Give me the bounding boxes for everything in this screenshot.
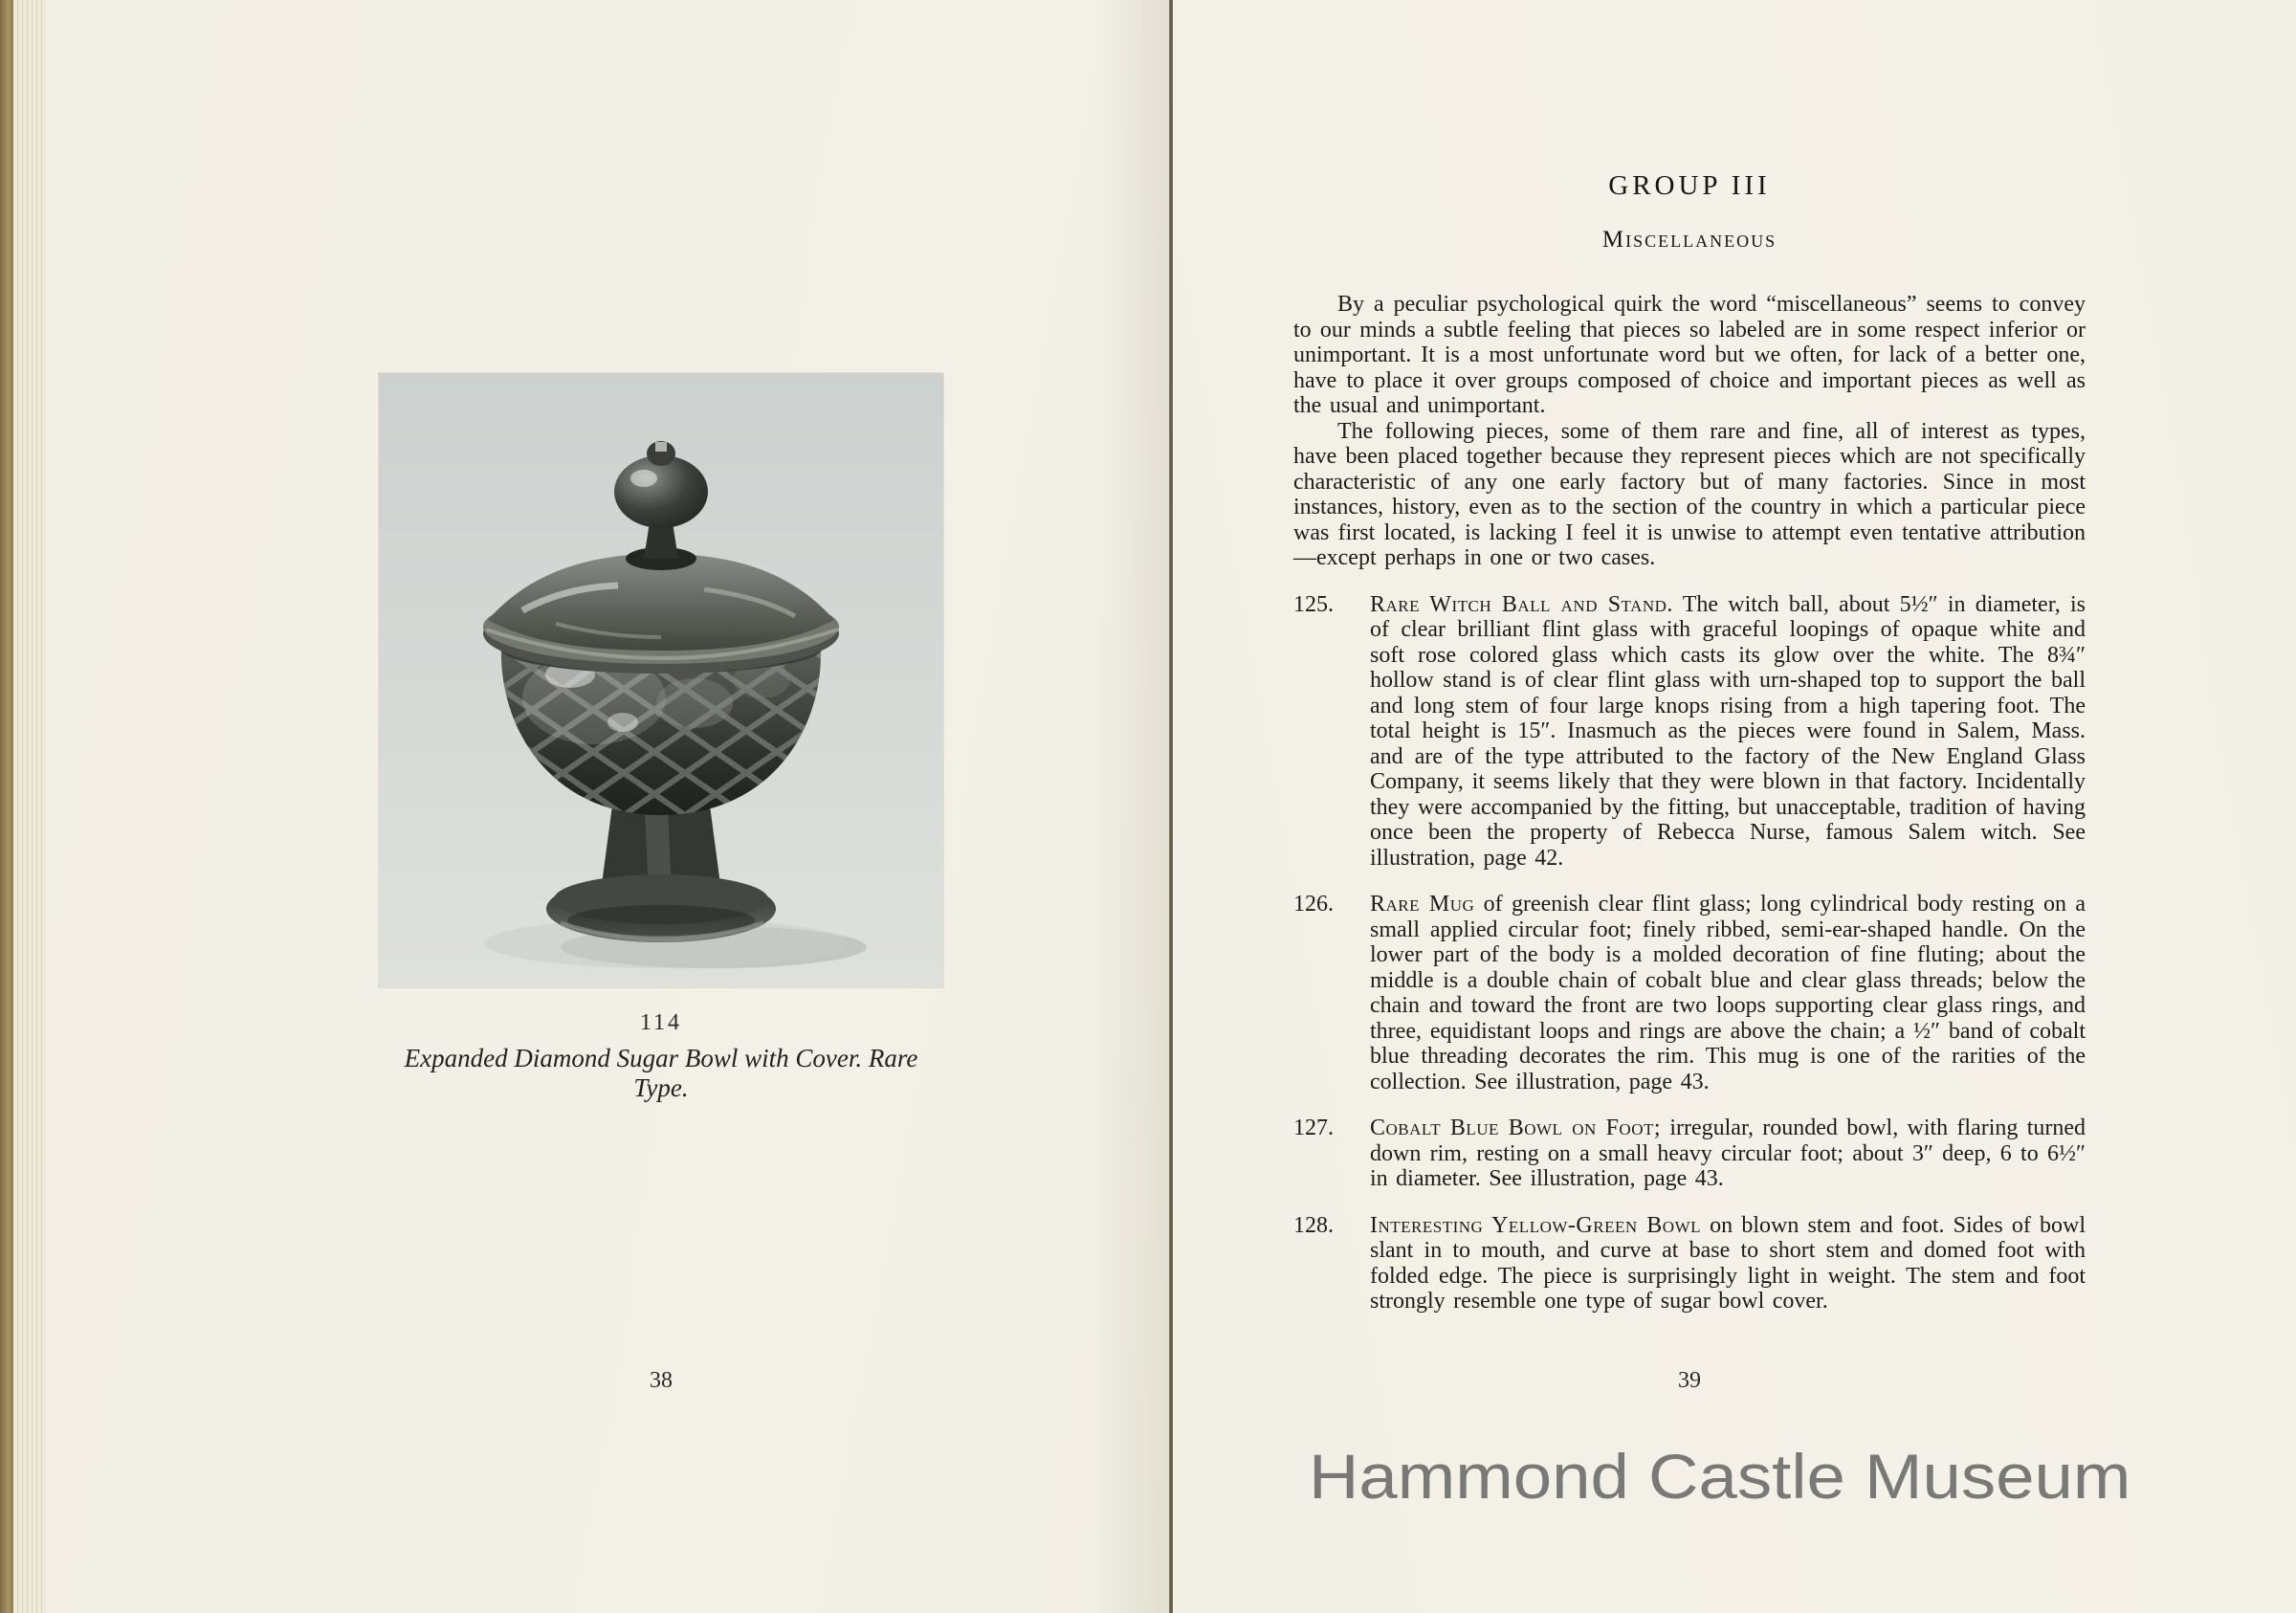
entry-title: Rare Mug — [1370, 892, 1475, 917]
group-title: GROUP III — [1608, 170, 1771, 201]
entry-number: 128. — [1293, 1212, 1334, 1238]
entry-text: on blown stem and foot. Sides of bowl slant in to mouth, and curve at base to short stem and domed foot with folded edge. The piece is surprisingly light in weight. The stem and foot strongly resemble one type of sugar bowl cover. — [1370, 1212, 2086, 1314]
entry-title: Interesting Yellow-Green Bowl — [1370, 1212, 1701, 1238]
entry-text: of greenish clear flint glass; long cylindrical body resting on a small applied circular foot; finely ribbed, semi-ear-shaped handle. On the lower part of the body is a molded decoration of fine fluting; about the middle is a double chain of cobalt blue and clear glass threads; below the chain and toward the front are two loops supporting clear glass rings, and three, equidistant loops and rings are above the chain; a ½″ band of cobalt blue threading decorates the rim. This mug is one of the rarities of the collection. See illustration, page 43. — [1370, 892, 2086, 1094]
page-stack-edge — [13, 0, 46, 1613]
right-page — [1173, 0, 2296, 1613]
sugar-bowl-photo-drawing — [379, 373, 943, 987]
right-page-number: 39 — [1678, 1368, 1701, 1393]
entry-text: irregular, rounded bowl, with flaring turned down rim, resting on a small heavy circular foot; about 3″ deep, 6 to 6½″ in diameter. See illustration, page 43. — [1370, 1116, 2086, 1191]
entry-title: Rare Witch Ball and Stand. — [1370, 591, 1673, 617]
gutter-shadow — [1093, 0, 1169, 1613]
section-title: Miscellaneous — [1601, 227, 1777, 253]
figure-caption: Expanded Diamond Sugar Bowl with Cover. Rare Type. — [404, 1044, 918, 1102]
entry-number: 127. — [1293, 1116, 1334, 1140]
entry-number: 125. — [1293, 591, 1334, 617]
figure-number: 114 — [639, 1010, 683, 1035]
left-page-number: 38 — [650, 1368, 673, 1393]
text-column — [1293, 170, 2086, 1315]
sugar-bowl-photo — [379, 373, 943, 987]
intro-paragraph: The following pieces, some of them rare and fine, all of interest as types, have been placed together because they represent pieces which are not specifically characteristic of any one early factory but of many factories. Since in most instances, history, even as to the section of the country in which a particular piece was first located, is lacking I feel it is unwise to attempt even tentative attribution—except perhaps in one or two cases. — [1293, 418, 2086, 570]
book-cover-edge — [0, 0, 13, 1613]
figure-block — [379, 373, 943, 1103]
catalog-entry-128 — [1293, 1213, 2086, 1315]
catalog-entry-126 — [1293, 892, 2086, 1094]
entry-text: The witch ball, about 5½″ in diameter, is of clear brilliant flint glass with graceful loopings of opaque white and soft rose colored glass which casts its glow over the white. The 8¾″ hollow stand is of clear flint glass with urn-shaped top to support the ball and long stem of four large knops rising from a high tapering foot. The total height is 15″. Inasmuch as the pieces were found in Salem, Mass. and are of the type attributed to the factory of the New England Glass Company, it seems likely that they were blown in that factory. Incidentally they were accompanied by the fitting, but unacceptable, tradition of having once been the property of Rebecca Nurse, famous Salem witch. See illustration, page 42. — [1370, 591, 2086, 871]
intro-paragraph: By a peculiar psychological quirk the word “miscellaneous” seems to convey to our minds a subtle feeling that pieces so labeled are in some respect inferior or unimportant. It is a most unfortunate word but we often, for lack of a better one, have to place it over groups composed of choice and important pieces as well as the usual and unimportant. — [1293, 292, 2086, 418]
entry-number: 126. — [1293, 892, 1334, 917]
catalog-entry-127 — [1293, 1116, 2086, 1192]
watermark: Hammond Castle Museum — [1309, 1441, 2131, 1512]
left-page — [46, 0, 1169, 1613]
catalog-entry-125 — [1293, 592, 2086, 872]
entry-title: Cobalt Blue Bowl on Foot; — [1370, 1116, 1662, 1140]
